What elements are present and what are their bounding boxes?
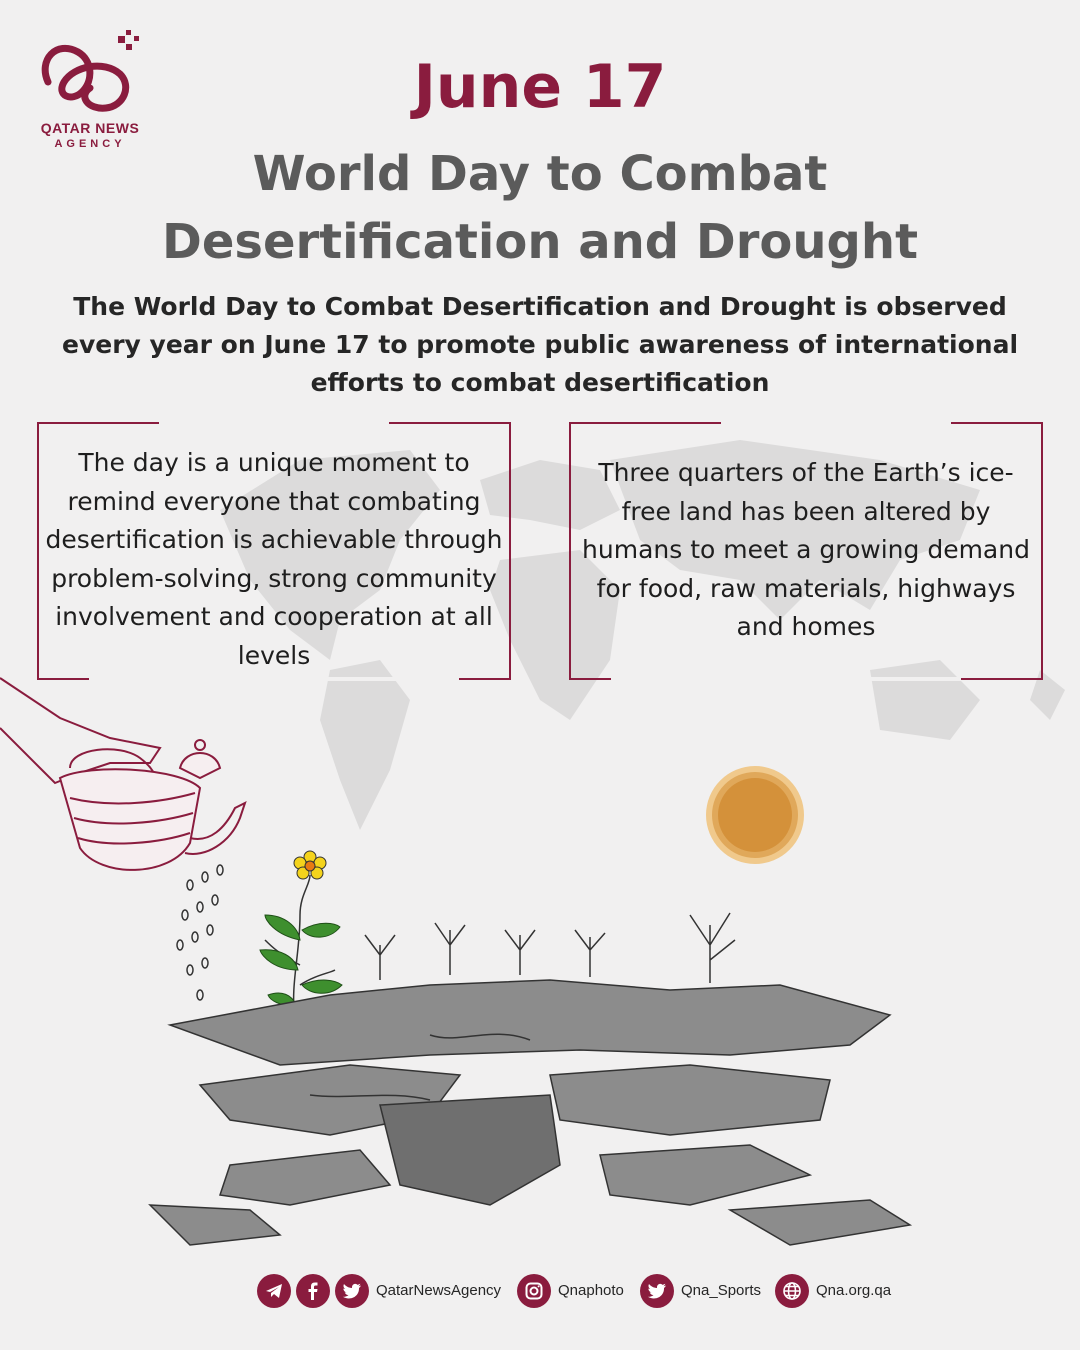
info-box-right <box>569 422 1043 680</box>
flower-icon <box>294 851 326 879</box>
info-box-left-text: The day is a unique moment to remind everyone that combating desertification is achievable through problem-solving, strong community involvement and cooperation at all levels <box>45 448 503 670</box>
handle-qatarnewsagency[interactable]: QatarNewsAgency <box>376 1282 502 1299</box>
twitter-icon[interactable] <box>335 1274 369 1308</box>
intro-text: The World Day to Combat Desertification and Drought is observed every year on June 17 to promote public awareness of international efforts to combat desertification <box>61 292 1019 397</box>
info-box-left <box>37 422 511 680</box>
facebook-icon[interactable] <box>296 1274 330 1308</box>
twitter-icon[interactable] <box>640 1274 674 1308</box>
sun-illustration <box>705 765 805 865</box>
brand-name: QATAR NEWS <box>40 120 140 136</box>
event-title: World Day to Combat Desertification and Drought <box>161 146 919 270</box>
telegram-icon[interactable] <box>257 1274 291 1308</box>
info-box-right-text: Three quarters of the Earth’s ice-free land has been altered by humans to meet a growing demand for food, raw materials, highways and homes <box>582 458 1030 641</box>
handle-qna-sports[interactable]: Qna_Sports <box>681 1282 762 1299</box>
instagram-icon[interactable] <box>517 1274 551 1308</box>
social-footer <box>0 1274 1080 1310</box>
cracked-land-illustration <box>130 905 930 1265</box>
handle-website[interactable]: Qna.org.qa <box>816 1282 892 1299</box>
brand-subtitle: AGENCY <box>54 138 126 150</box>
handle-qnaphoto[interactable]: Qnaphoto <box>558 1282 624 1299</box>
event-date: June 17 <box>413 52 667 122</box>
globe-icon[interactable] <box>775 1274 809 1308</box>
